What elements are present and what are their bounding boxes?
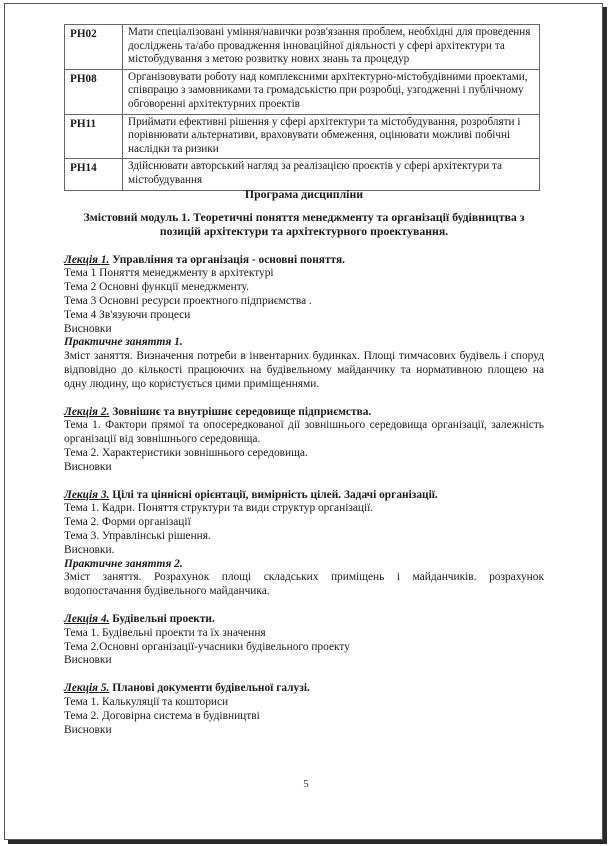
topic: Тема 2.Основні організації-учасники будівельного проекту [64, 640, 350, 653]
outcome-code: РН08 [65, 69, 123, 114]
conclusion: Висновки [64, 654, 112, 667]
table-row [65, 159, 540, 190]
practice-text: Зміст заняття. Розрахунок площі складських приміщень і майданчиків. розрахунок водопостачання будівельного майданчика. [64, 571, 544, 598]
topic: Тема 3 Основні ресурси проектного підприємства . [64, 295, 312, 307]
topic: Тема 3. Управлінські рішення. [64, 529, 211, 542]
learning-outcomes-table [64, 24, 540, 191]
lecture-title: Цілі та ціннісні орієнтації, вимірність цілей. Задачі організації. [112, 488, 438, 501]
topic: Тема 2. Характеристики зовнішнього середовища. [64, 446, 308, 459]
topic: Тема 4 Зв'язуючи процеси [64, 308, 191, 321]
table-row [65, 114, 540, 159]
conclusion: Висновки [64, 460, 112, 473]
lecture-heading [64, 254, 544, 268]
page-number: 5 [303, 778, 309, 790]
lecture-title: Планові документи будівельної галузі. [112, 682, 310, 695]
topic: Тема 1. Фактори прямої та опосередкованої дії зовнішнього середовища організації, залежність організації від зовнішнього середовища. [64, 419, 544, 446]
conclusion: Висновки [64, 322, 112, 335]
topic: Тема 1. Калькуляції та кошториси [64, 695, 229, 708]
table-row [65, 25, 540, 70]
table-row [65, 69, 540, 114]
lecture-number: Лекція 2. [64, 405, 110, 418]
lecture-number: Лекція 5. [64, 682, 110, 695]
practice-text: Зміст заняття. Визначення потреби в інвентарних будинках. Площі тимчасових будівель і споруд відповідно до кількості працюючих на будівельному майданчику та нормативною площею на одну людину, що користується цими приміщеннями. [64, 350, 544, 390]
topic: Тема 2 Основні функції менеджменту. [64, 281, 249, 294]
outcome-text: Організовувати роботу над комплексними архітектурно-містобудівними проектами, співпрацю з замовниками та громадськістю при розробці, узгодженні і публічному обговоренні архітектурних проектів [123, 69, 540, 114]
outcome-code: РН14 [65, 159, 123, 190]
conclusion: Висновки. [64, 543, 115, 556]
outcome-code: РН02 [65, 25, 123, 70]
lecture-heading [64, 613, 544, 627]
conclusion: Висновки [64, 723, 112, 736]
practice-title: Практичне заняття 2. [64, 557, 183, 570]
outcome-code: РН11 [65, 114, 123, 159]
lecture-title: Управління та організація - основні поняття. [112, 253, 346, 266]
topic: Тема 1. Кадри. Поняття структури та види структур організації. [64, 502, 374, 515]
outcome-text: Мати спеціалізовані уміння/навички розв'язання проблем, необхідні для проведення досліджень та/або провадження інноваційної діяльності у сфері архітектури та містобудування з метою розвитку нових знань та процедур [123, 25, 540, 70]
lecture-heading [64, 489, 544, 503]
lecture-title: Зовнішнє та внутрішнє середовище підприємства. [112, 405, 372, 418]
outcome-text: Приймати ефективні рішення у сфері архітектури та містобудування, розробляти і порівнювати альтернативи, враховувати обмеження, оцінювати можливі побічні наслідки та ризики [123, 114, 540, 159]
lecture-title: Будівельні проекти. [112, 612, 215, 625]
lecture-heading [64, 406, 544, 420]
topic: Тема 2. Форми організації [64, 516, 191, 529]
topic: Тема 2. Договірна система в будівництві [64, 709, 260, 722]
topic: Тема 1 Поняття менеджменту в архітектурі [64, 267, 274, 280]
lecture-heading [64, 682, 544, 696]
lecture-number: Лекція 1. [64, 253, 110, 266]
module-title: Змістовий модуль 1. Теоретичні поняття менеджменту та організації будівництва з позицій архітектури та архітектурного проектування. [83, 209, 525, 239]
outcome-text: Здійснювати авторський нагляд за реалізацією проєктів у сфері архітектури та містобудування [123, 159, 540, 190]
practice-title: Практичне заняття 1. [64, 336, 183, 349]
lecture-number: Лекція 4. [64, 612, 110, 625]
program-title: Програма дисципліни [244, 187, 364, 201]
topic: Тема 1. Будівельні проекти та їх значення [64, 626, 266, 639]
program-content [64, 188, 544, 737]
lecture-number: Лекція 3. [64, 488, 110, 501]
